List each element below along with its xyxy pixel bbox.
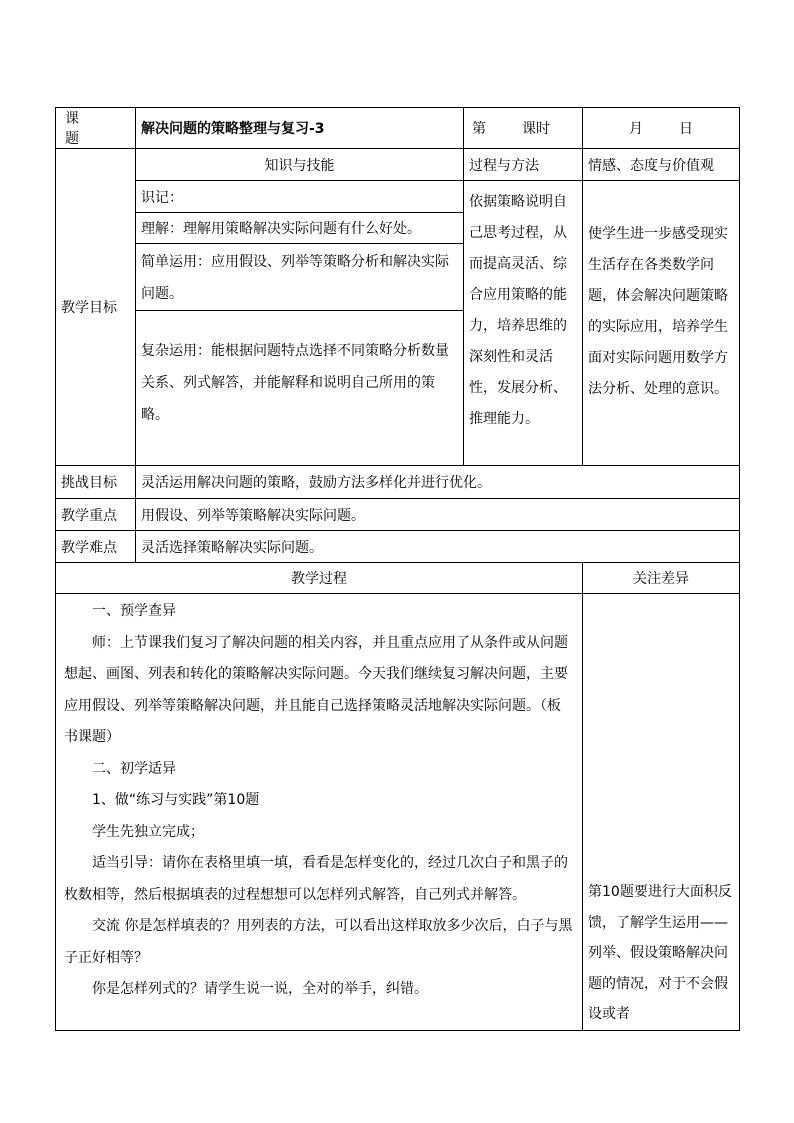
objective-row: [56, 181, 740, 213]
knowledge-item: 简单运用：应用假设、列举等策略分析和解决实际问题。: [136, 244, 464, 311]
focus-text: 用假设、列举等策略解决实际问题。: [136, 499, 740, 531]
date-day: 日: [679, 121, 693, 137]
process-paragraph: 师：上节课我们复习了解决问题的相关内容，并且重点应用了从条件或从问题想起、画图、列表和转化的策略解决实际问题。今天我们继续复习解决问题，主要应用假设、列举等策略解决问题，并且能自己选择策略灵活地解决实际问题。（板书课题）: [64, 634, 568, 745]
difficulty-row: [56, 531, 740, 563]
difficulty-text: 灵活选择策略解决实际问题。: [136, 531, 740, 563]
challenge-row: [56, 466, 740, 499]
lesson-plan-table: [55, 107, 740, 1031]
teaching-process-body: [56, 594, 583, 1031]
knowledge-item: 理解：理解用策略解决实际问题有什么好处。: [136, 213, 464, 244]
focus-label: 教学重点: [56, 499, 136, 531]
period-label-b: 课时: [522, 121, 550, 137]
challenge-text: 灵活运用解决问题的策略，鼓励方法多样化并进行优化。: [136, 466, 740, 499]
knowledge-item: 识记：: [136, 181, 464, 213]
objectives-label: 教学目标: [56, 149, 136, 466]
date-month: 月: [629, 121, 643, 137]
knowledge-header: 知识与技能: [136, 149, 464, 181]
course-label-a: 课: [65, 111, 79, 127]
course-label-b: 题: [65, 131, 79, 147]
process-method-header: 过程与方法: [464, 149, 583, 181]
process-method-text: 依据策略说明自己思考过程，从而提高灵活、综合应用策略的能力，培养思维的深刻性和灵活性，发展分析、推理能力。: [464, 181, 583, 466]
process-paragraph: 你是怎样列式的？请学生说一说，全对的举手，纠错。: [92, 981, 428, 997]
challenge-label: 挑战目标: [56, 466, 136, 499]
process-body-row: [56, 594, 740, 1031]
process-header-row: [56, 563, 740, 594]
emotion-header: 情感、态度与价值观: [583, 149, 740, 181]
period-label-a: 第: [472, 121, 486, 137]
attention-note: 第10题要进行大面积反馈，了解学生运用——列举、假设策略解决问题的情况，对于不会假设或者: [583, 594, 740, 1031]
knowledge-item: 复杂运用：能根据问题特点选择不同策略分析数量关系、列式解答，并能解释和说明自己所用的策略。: [136, 311, 464, 466]
period-cell: [464, 108, 583, 149]
date-cell: [583, 108, 740, 149]
header-row: [56, 108, 740, 149]
difficulty-label: 教学难点: [56, 531, 136, 563]
process-paragraph: 二、初学适异: [92, 760, 176, 777]
process-paragraph: 学生先独立完成；: [92, 823, 204, 840]
emotion-text: 使学生进一步感受现实生活存在各类数学问题，体会解决问题策略的实际应用，培养学生面对实际问题用数学方法分析、处理的意识。: [583, 181, 740, 466]
process-paragraph: 适当引导：请你在表格里填一填，看看是怎样变化的，经过几次白子和黑子的枚数相等，然后根据填表的过程想想可以怎样列式解答，自己列式并解答。: [64, 855, 568, 903]
lesson-title: 解决问题的策略整理与复习-3: [136, 108, 464, 149]
attention-header: 关注差异: [583, 563, 740, 594]
objectives-header-row: [56, 149, 740, 181]
teaching-process-header: 教学过程: [56, 563, 583, 594]
process-paragraph: 一、预学查异: [92, 603, 176, 619]
course-label-cell: [56, 108, 136, 149]
focus-row: [56, 499, 740, 531]
process-paragraph: 交流 你是怎样填表的？用列表的方法，可以看出这样取放多少次后，白子与黑子正好相等？: [64, 918, 573, 966]
process-paragraph: 1、做“练习与实践”第10题: [92, 792, 260, 808]
